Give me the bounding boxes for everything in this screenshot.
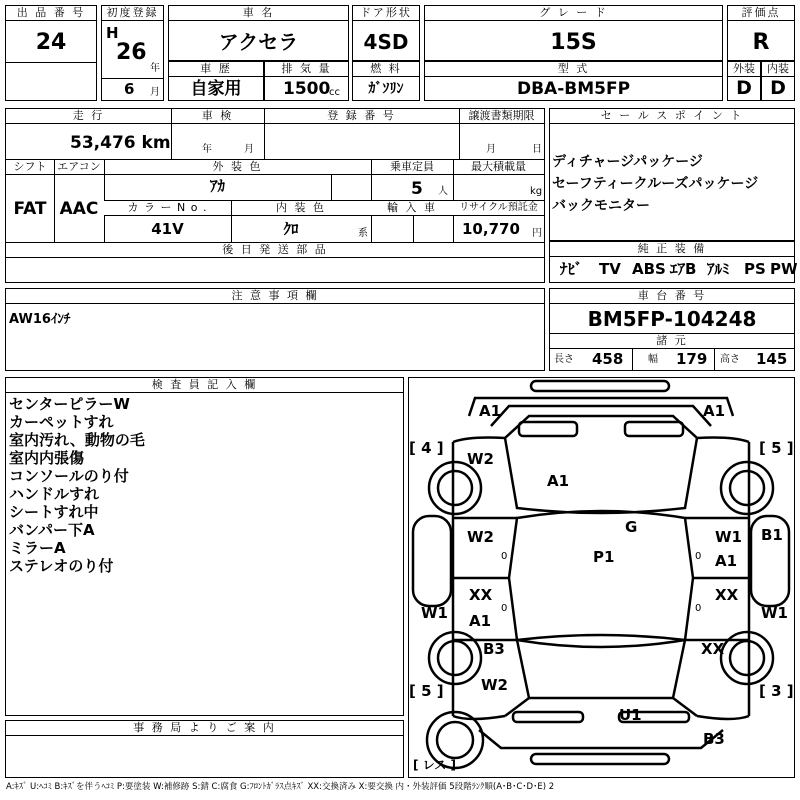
chassis-label: 車 台 番 号 <box>550 289 794 304</box>
color-number: 41V <box>151 220 184 238</box>
year: 26 <box>116 40 147 65</box>
interior-box <box>761 61 795 101</box>
sales-point-2: セーフティークルーズパッケージ <box>552 176 759 192</box>
inspector-box <box>5 377 404 716</box>
displacement-label: 排 気 量 <box>265 62 348 77</box>
length-label: 長さ <box>554 354 574 365</box>
later-parts-label: 後 日 発 送 部 品 <box>6 243 544 258</box>
door-type: 4SD <box>363 30 409 54</box>
lot-label: 出 品 番 号 <box>6 6 96 21</box>
office-box <box>5 720 404 778</box>
color-label: 外 装 色 <box>104 160 371 175</box>
equipment-pw: PW <box>770 260 798 278</box>
inspector-line-9: ミラーA <box>9 539 66 557</box>
mark-zero-3: 0 <box>501 603 508 614</box>
recycle-unit: 円 <box>532 228 542 239</box>
inspector-line-3: 室内汚れ、動物の毛 <box>9 431 145 449</box>
spec-block <box>5 108 545 283</box>
car-name-box <box>168 5 349 61</box>
exterior-box <box>727 61 761 101</box>
equipment-abs: ABS <box>632 260 666 278</box>
recycle-fee: 10,770 <box>462 220 520 238</box>
mark-b3-rear: B3 <box>703 730 725 748</box>
equipment-box <box>549 241 798 283</box>
history: 自家用 <box>190 79 242 99</box>
chassis-number: BM5FP-104248 <box>587 307 757 331</box>
interior-score: D <box>770 77 786 99</box>
door-label: ドア形状 <box>353 6 419 21</box>
doc-month-unit: 月 <box>486 144 496 155</box>
mark-u1-rear: U1 <box>619 706 642 724</box>
width-label: 幅 <box>648 354 658 365</box>
mileage: 53,476 km <box>70 133 171 153</box>
exterior-label: 外装 <box>728 62 760 77</box>
notes-text: AW16ｲﾝﾁ <box>9 312 71 327</box>
era: H <box>106 24 119 42</box>
mark-w2-left-door: W2 <box>467 528 494 546</box>
exterior-score: D <box>736 77 752 99</box>
displacement-unit: cc <box>329 87 340 98</box>
displacement-box <box>264 61 349 101</box>
height-label: 高さ <box>720 354 740 365</box>
equipment-alloy: ｱﾙﾐ <box>707 260 730 278</box>
score-label: 評価点 <box>728 6 794 21</box>
notes-label: 注 意 事 項 欄 <box>6 289 544 304</box>
interior-color-unit: 系 <box>358 228 368 239</box>
ac-label: エアコン <box>54 160 104 175</box>
sales-point-box <box>549 108 795 241</box>
spare-value: レス <box>422 758 447 772</box>
chassis-box <box>549 288 795 371</box>
color-no-label: カ ラ ー N o . <box>104 201 231 216</box>
model-box <box>424 61 723 101</box>
lot-number: 24 <box>35 30 67 55</box>
mark-xx-left: XX <box>469 586 493 604</box>
load-unit: kg <box>530 186 543 197</box>
inspector-label: 検 査 員 記 入 欄 <box>6 378 403 393</box>
mark-xx-right: XX <box>715 586 739 604</box>
inspector-line-1: センターピラーW <box>9 395 130 413</box>
mileage-label: 走 行 <box>6 109 171 124</box>
first-reg-label: 初度登録 <box>102 6 163 21</box>
tire-4-value: 4 <box>421 439 432 457</box>
equipment-tv: TV <box>599 260 621 278</box>
mark-zero-2: 0 <box>695 551 702 562</box>
mark-xx-right-rear: XX <box>701 640 725 658</box>
insp-month-unit: 月 <box>244 144 254 155</box>
model: DBA-BM5FP <box>516 79 631 99</box>
tire-tread-front-right: [ 5 ] <box>759 439 794 457</box>
load-label: 最大積載量 <box>453 160 544 175</box>
shift: FAT <box>13 199 47 219</box>
car-name-label: 車 名 <box>169 6 348 21</box>
doc-day-unit: 日 <box>532 144 542 155</box>
grade-label: グ レ ー ド <box>425 6 722 21</box>
year-unit: 年 <box>150 63 160 74</box>
score: R <box>752 30 770 55</box>
interior-color: ｸﾛ <box>283 220 299 238</box>
mark-b3-left: B3 <box>483 640 505 658</box>
tire-3-value: 3 <box>771 682 782 700</box>
car-diagram <box>408 377 795 778</box>
spare-tire: [ レス ] <box>413 758 456 772</box>
mark-a1-left-rear: A1 <box>469 612 492 630</box>
capacity-unit: 人 <box>438 186 448 197</box>
mark-a1-front-left: A1 <box>479 402 502 420</box>
mark-zero-4: 0 <box>695 603 702 614</box>
mark-w1-left: W1 <box>421 604 448 622</box>
mark-a1-right-door: A1 <box>715 552 738 570</box>
inspection-label: 車 検 <box>171 109 264 124</box>
mark-g-glass: G <box>625 518 638 536</box>
inspector-line-7: シートすれ中 <box>9 503 99 521</box>
office-label: 事 務 局 よ り ご 案 内 <box>6 721 403 736</box>
tire-5-rear-value: 5 <box>421 682 432 700</box>
capacity-label: 乗車定員 <box>371 160 453 175</box>
tire-tread-front-left: [ 4 ] <box>409 439 444 457</box>
equipment-label: 純 正 装 備 <box>550 242 794 257</box>
recycle-label: リサイクル預託金 <box>453 201 544 216</box>
first-registration-box <box>101 5 164 101</box>
inspector-line-10: ステレオのり付 <box>9 557 114 575</box>
inspector-line-8: バンパー下A <box>9 521 95 539</box>
mark-w2-front-left: W2 <box>467 450 494 468</box>
equipment-ps: PS <box>744 260 766 278</box>
length: 458 <box>592 350 624 368</box>
inspector-line-5: コンソールのり付 <box>9 467 129 485</box>
dims-label: 諸 元 <box>550 334 794 349</box>
interior-label: 内装 <box>762 62 794 77</box>
score-box <box>727 5 795 61</box>
mark-a1-hood: A1 <box>547 472 570 490</box>
sales-point-1: ディチャージパッケージ <box>552 154 703 170</box>
air-conditioner: AAC <box>59 199 99 219</box>
sales-point-3: バックモニター <box>552 198 650 214</box>
capacity: 5 <box>411 179 423 199</box>
height: 145 <box>756 350 788 368</box>
car-outline <box>409 378 794 777</box>
inspector-line-4: 室内内張傷 <box>9 449 85 467</box>
shift-label: シフト <box>6 160 54 175</box>
inspector-line-6: ハンドルすれ <box>9 485 100 503</box>
car-name: アクセラ <box>218 30 299 54</box>
notes-box <box>5 288 545 371</box>
tire-5-value: 5 <box>771 439 782 457</box>
legend: A:ｷｽﾞ U:ﾍｺﾐ B:ｷｽﾞを伴うﾍｺﾐ P:要塗装 W:補修跡 S:錆 C:腐食 G:ﾌﾛﾝﾄｶﾞﾗｽ点ｷｽﾞ XX:交換済み X:要交換 内・外装評価 5段階ﾗﾝｸ順(A･B･C･D･E) 2 <box>6 782 555 792</box>
equipment-navi: ﾅﾋﾞ <box>560 260 583 278</box>
displacement: 1500 <box>283 79 331 99</box>
lot-box <box>5 5 97 101</box>
insp-year-unit: 年 <box>202 144 212 155</box>
inspector-notes <box>9 395 145 575</box>
tire-tread-rear-right: [ 3 ] <box>759 682 794 700</box>
door-box <box>352 5 420 61</box>
history-label: 車 歴 <box>169 62 263 77</box>
fuel: ｶﾞｿﾘﾝ <box>368 81 404 97</box>
int-color-label: 内 装 色 <box>231 201 371 216</box>
model-label: 型 式 <box>425 62 722 77</box>
tire-tread-rear-left: [ 5 ] <box>409 682 444 700</box>
mark-w1-right: W1 <box>761 604 788 622</box>
mark-w1-right-door: W1 <box>715 528 742 546</box>
grade: 15S <box>550 30 597 55</box>
mark-zero-1: 0 <box>501 551 508 562</box>
mark-p1-roof: P1 <box>593 548 615 566</box>
equipment-airbag: ｴｱB <box>670 260 697 278</box>
fuel-label: 燃 料 <box>353 62 419 77</box>
reg-no-label: 登 録 番 号 <box>264 109 459 124</box>
month: 6 <box>124 80 135 98</box>
history-box <box>168 61 264 101</box>
width: 179 <box>676 350 708 368</box>
inspector-line-2: カーペットすれ <box>9 413 114 431</box>
exterior-color: ｱｶ <box>209 177 225 195</box>
doc-deadline-label: 譲渡書類期限 <box>459 109 544 124</box>
sales-point-label: セ ー ル ス ポ イ ン ト <box>550 109 794 124</box>
month-unit: 月 <box>150 87 160 98</box>
mark-a1-front-right: A1 <box>703 402 726 420</box>
fuel-box <box>352 61 420 101</box>
grade-box <box>424 5 723 61</box>
mark-b1-right: B1 <box>761 526 783 544</box>
import-label: 輸 入 車 <box>371 201 453 216</box>
mark-w2-rear-left: W2 <box>481 676 508 694</box>
